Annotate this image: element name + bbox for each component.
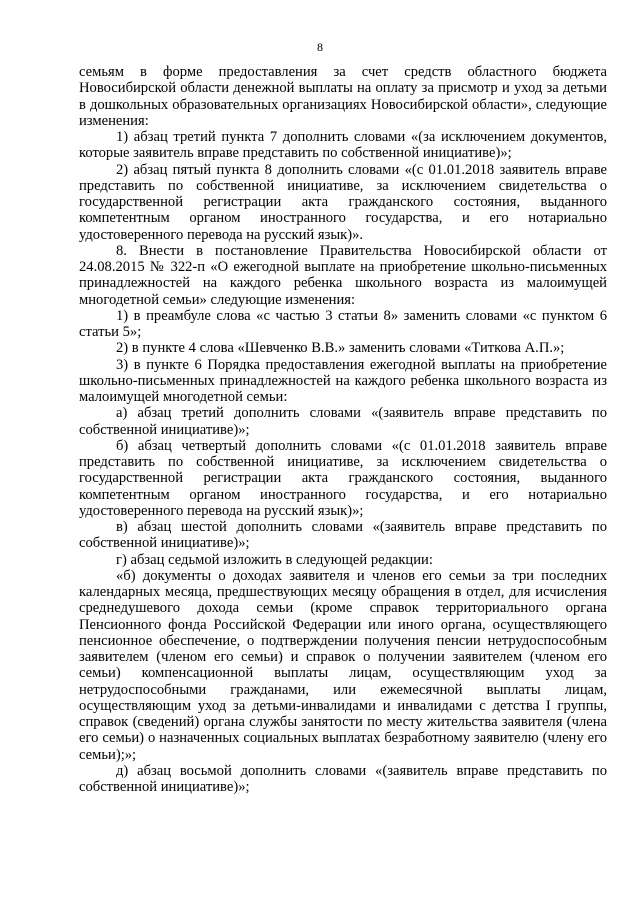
page-number: 8	[317, 40, 323, 54]
paragraph: а) абзац третий дополнить словами «(заявитель вправе представить по собственной инициативе)»;	[79, 405, 607, 438]
paragraph: 3) в пункте 6 Порядка предоставления ежегодной выплаты на приобретение школьно-письменных принадлежностей на каждого ребенка школьного возраста из малоимущей многодетной семьи:	[79, 356, 607, 405]
paragraph: семьям в форме предоставления за счет средств областного бюджета Новосибирской области денежной выплаты на оплату за присмотр и уход за детьми в дошкольных образовательных организациях Новосибирской области», следующие изменения:	[79, 64, 607, 129]
paragraph: 1) абзац третий пункта 7 дополнить словами «(за исключением документов, которые заявитель вправе представить по собственной инициативе)»;	[79, 129, 607, 162]
document-body	[79, 64, 607, 795]
paragraph: в) абзац шестой дополнить словами «(заявитель вправе представить по собственной инициативе)»;	[79, 519, 607, 552]
paragraph: «б) документы о доходах заявителя и членов его семьи за три последних календарных месяца, предшествующих месяцу обращения в отдел, для исчисления среднедушевого дохода семьи (кроме справок территориального органа Пенсионного фонда Российской Федерации или иного органа, осуществляющего пенсионное обеспечение, о подтверждении получения пенсии нетрудоспособным заявителем (членом его семьи) и справок о получении заявителем (членом его семьи) компенсационной выплаты лицам, осуществляющим уход за нетрудоспособными гражданами, или ежемесячной выплаты лицам, осуществляющим уход за детьми-инвалидами и инвалидами с детства I группы, справок (сведений) органа службы занятости по месту жительства заявителя (члена его семьи) о назначенных социальных выплатах безработному заявителю (члену его семьи);»;	[79, 567, 607, 763]
paragraph: 1) в преамбуле слова «с частью 3 статьи 8» заменить словами «с пунктом 6 статьи 5»;	[79, 307, 607, 340]
paragraph: 8. Внести в постановление Правительства Новосибирской области от 24.08.2015 № 322-п «О ежегодной выплате на приобретение школьно-письменных принадлежностей на каждого ребенка школьного возраста из малоимущей многодетной семьи» следующие изменения:	[79, 242, 607, 308]
paragraph: д) абзац восьмой дополнить словами «(заявитель вправе представить по собственной инициативе)»;	[79, 762, 607, 795]
paragraph: б) абзац четвертый дополнить словами «(с 01.01.2018 заявитель вправе представить по собственной инициативе, за исключением свидетельства о государственной регистрации акта гражданского состояния, выданного компетентным органом иностранного государства, и его нотариально удостоверенного перевода на русский язык)»;	[79, 437, 607, 519]
paragraph: 2) в пункте 4 слова «Шевченко В.В.» заменить словами «Титкова А.П.»;	[116, 340, 565, 357]
paragraph: 2) абзац пятый пункта 8 дополнить словами «(с 01.01.2018 заявитель вправе представить по собственной инициативе, за исключением свидетельства о государственной регистрации акта гражданского состояния, выданного компетентным органом иностранного государства, и его нотариально удостоверенного перевода на русский язык)».	[79, 161, 607, 243]
paragraph: г) абзац седьмой изложить в следующей редакции:	[116, 551, 433, 568]
